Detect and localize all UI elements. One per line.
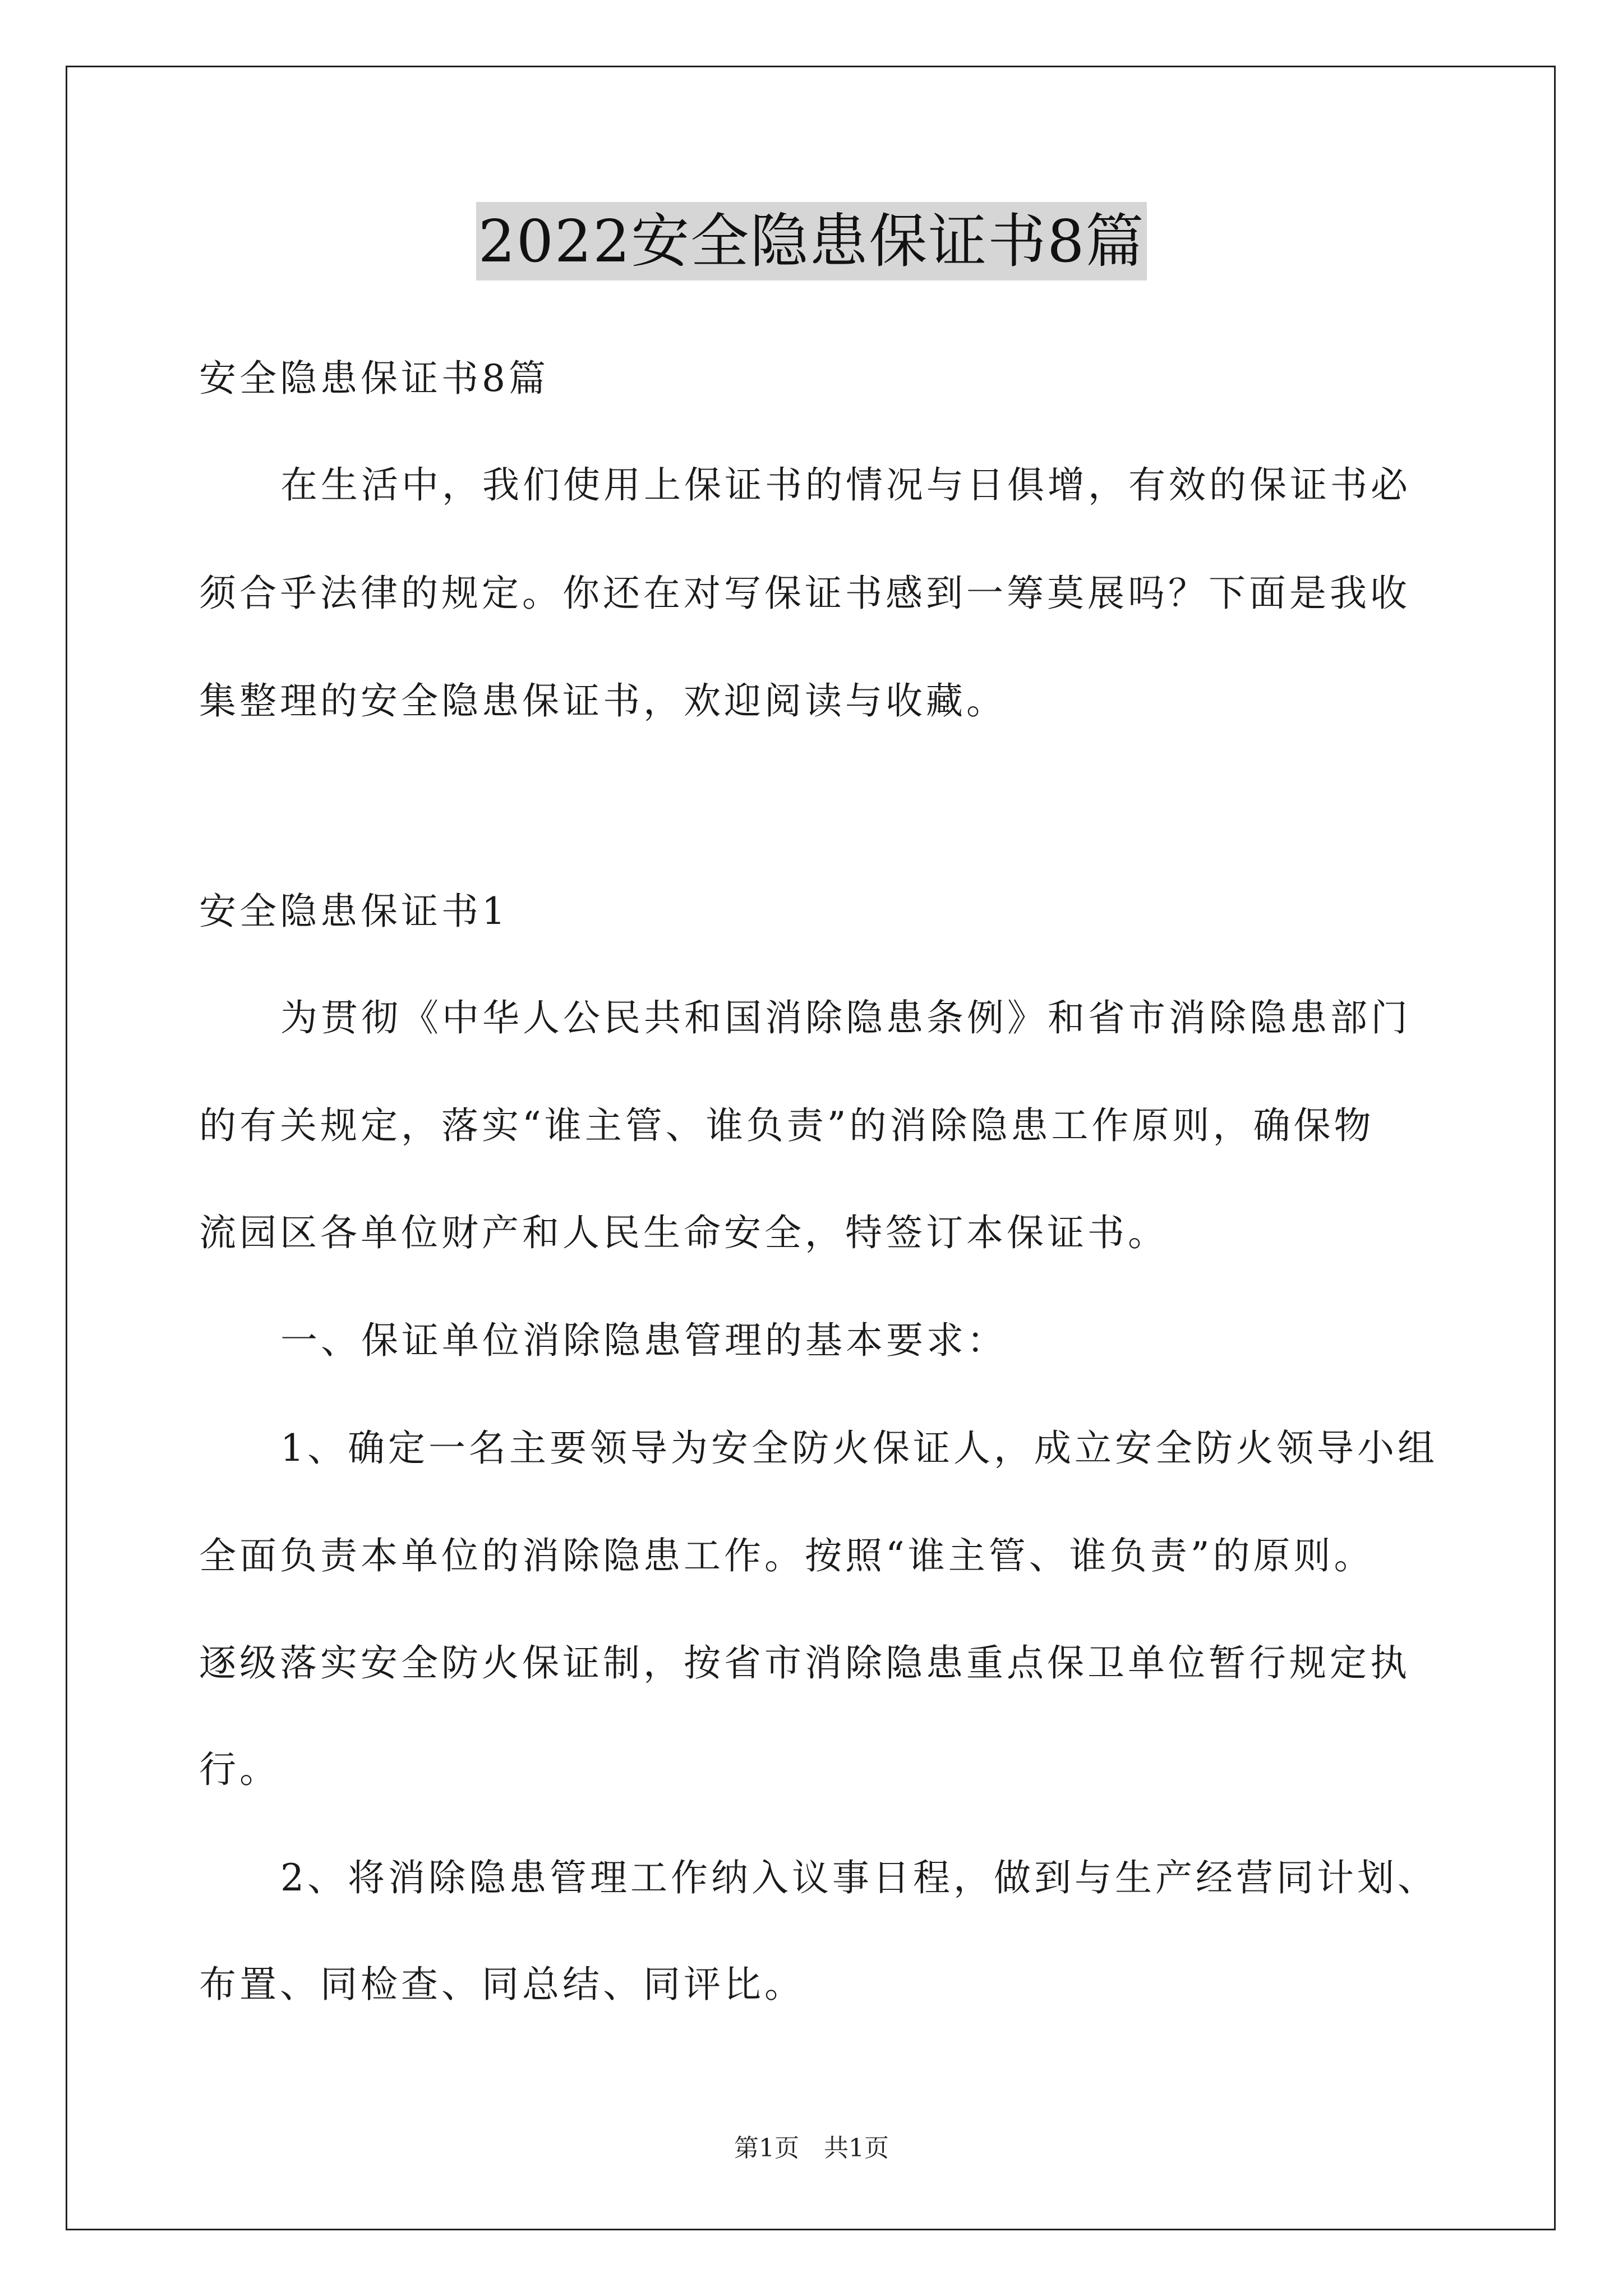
document-subtitle: 安全隐患保证书8篇 [199,357,549,400]
item1-line-4: 行。 [199,1748,280,1791]
item2-line-1: 2、将消除隐患管理工作纳入议事日程，做到与生产经营同计划、 [280,1856,1438,1899]
section-para-line-2: 的有关规定，落实“谁主管、谁负责”的消除隐患工作原则，确保物 [199,1104,1375,1147]
item1-line-2: 全面负责本单位的消除隐患工作。按照“谁主管、谁负责”的原则。 [199,1534,1375,1577]
point-heading: 一、保证单位消除隐患管理的基本要求： [280,1319,1007,1362]
item1-line-3: 逐级落实安全防火保证制，按省市消除隐患重点保卫单位暂行规定执 [199,1641,1410,1685]
page-footer: 第1页 共1页 [734,2134,889,2162]
section-para-line-3: 流园区各单位财产和人民生命安全，特签订本保证书。 [199,1211,1168,1254]
section-para-line-1: 为贯彻《中华人公民共和国消除隐患条例》和省市消除隐患部门 [280,996,1411,1039]
section-heading: 安全隐患保证书1 [199,890,509,933]
title-container [0,202,1623,280]
intro-line-3: 集整理的安全隐患保证书，欢迎阅读与收藏。 [199,679,1007,723]
intro-line-2: 须合乎法律的规定。你还在对写保证书感到一筹莫展吗？下面是我收 [199,572,1410,615]
document-title: 2022安全隐患保证书8篇 [476,202,1147,280]
intro-line-1: 在生活中，我们使用上保证书的情况与日俱增，有效的保证书必 [280,463,1411,507]
item2-line-2: 布置、同检查、同总结、同评比。 [199,1963,805,2006]
item1-line-1: 1、确定一名主要领导为安全防火保证人，成立安全防火领导小组 [280,1427,1438,1470]
